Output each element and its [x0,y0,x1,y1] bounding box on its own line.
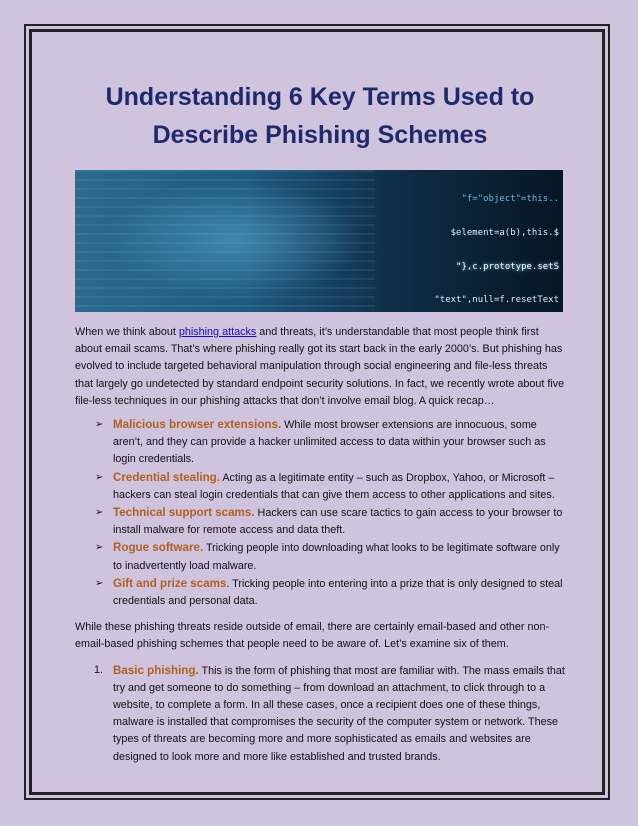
term-label: Credential stealing. [113,470,220,484]
arrow-bullet-icon: ➢ [95,577,104,589]
term-label: Rogue software. [113,541,204,555]
term-label: Technical support scams. [113,506,255,520]
file-less-techniques-list [75,416,565,610]
list-item: ➢ Rogue software. Tricking people into downloading what looks to be legitimate software only to inadvertently load malware. [95,541,560,572]
code-line: "f="object"=this.. [461,194,559,205]
list-item: ➢ Malicious browser extensions. While most browser extensions are innocuous, some aren’t, and they can provide a hacker unlimited access to data within your browser such as login credentials. [95,418,546,466]
list-item: ➢ Technical support scams. Hackers can use scare tactics to gain access to your browser to install malware for remote access and data theft. [95,506,563,537]
list-item: 1. Basic phishing. This is the form of phishing that most are familiar with. The mass emails that try and get someone to do something – from download an attachment, to click through to a website, to complete a form. In all these cases, once a recipient does one of these things, malware is installed that compromises the security of the computer system or network. These types of threats are becoming more and more sophisticated as emails and websites are designed to look more and more like established and trusted brands. [94,663,565,763]
document-body [75,78,565,766]
code-line: $element=a(b),this.$ [450,228,559,239]
arrow-bullet-icon: ➢ [95,507,104,519]
arrow-bullet-icon: ➢ [95,542,104,554]
term-label: Gift and prize scams [113,576,227,590]
list-item: ➢ Gift and prize scams. Tricking people into entering into a prize that is only designed to steal credentials and personal data. [95,576,563,608]
code-line: "text",null=f.resetText [434,295,559,306]
transition-paragraph: While these phishing threats reside outside of email, there are certainly email-based and other non-email-based phishing schemes that people need to be aware of. Let’s examine six of them. [75,621,550,651]
document-title: Understanding 6 Key Terms Used to Describe Phishing Schemes [105,83,535,149]
phishing-attacks-link[interactable]: phishing attacks [178,326,257,338]
term-label: Basic phishing. [113,663,199,677]
code-lines [319,172,559,312]
arrow-bullet-icon: ➢ [95,471,104,483]
arrow-bullet-icon: ➢ [95,419,104,431]
code-line: "},c.prototype.setS [456,261,559,272]
intro-paragraph: When we think about phishing attacks and threats, it’s understandable that most people think first about email scams. That’s where phishing really got its start back in the early 2000’s. But phishing has evolved to include targeted behavioral manipulation through social engineering and file-less threats that largely go undetected by standard endpoint security solutions. In fact, we recently wrote about five file-less techniques in our phishing attacks that don’t involve email blog. A quick recap… [75,326,565,407]
phishing-schemes-list [75,662,565,766]
hero-code-image [75,170,563,312]
item-number: 1. [94,663,104,676]
list-item: ➢ Credential stealing. Acting as a legitimate entity – such as Dropbox, Yahoo, or Microsoft – hackers can steal login credentials that can give them access to other applications and sites. [95,470,555,501]
term-label: Malicious browser extensions. [113,418,282,432]
